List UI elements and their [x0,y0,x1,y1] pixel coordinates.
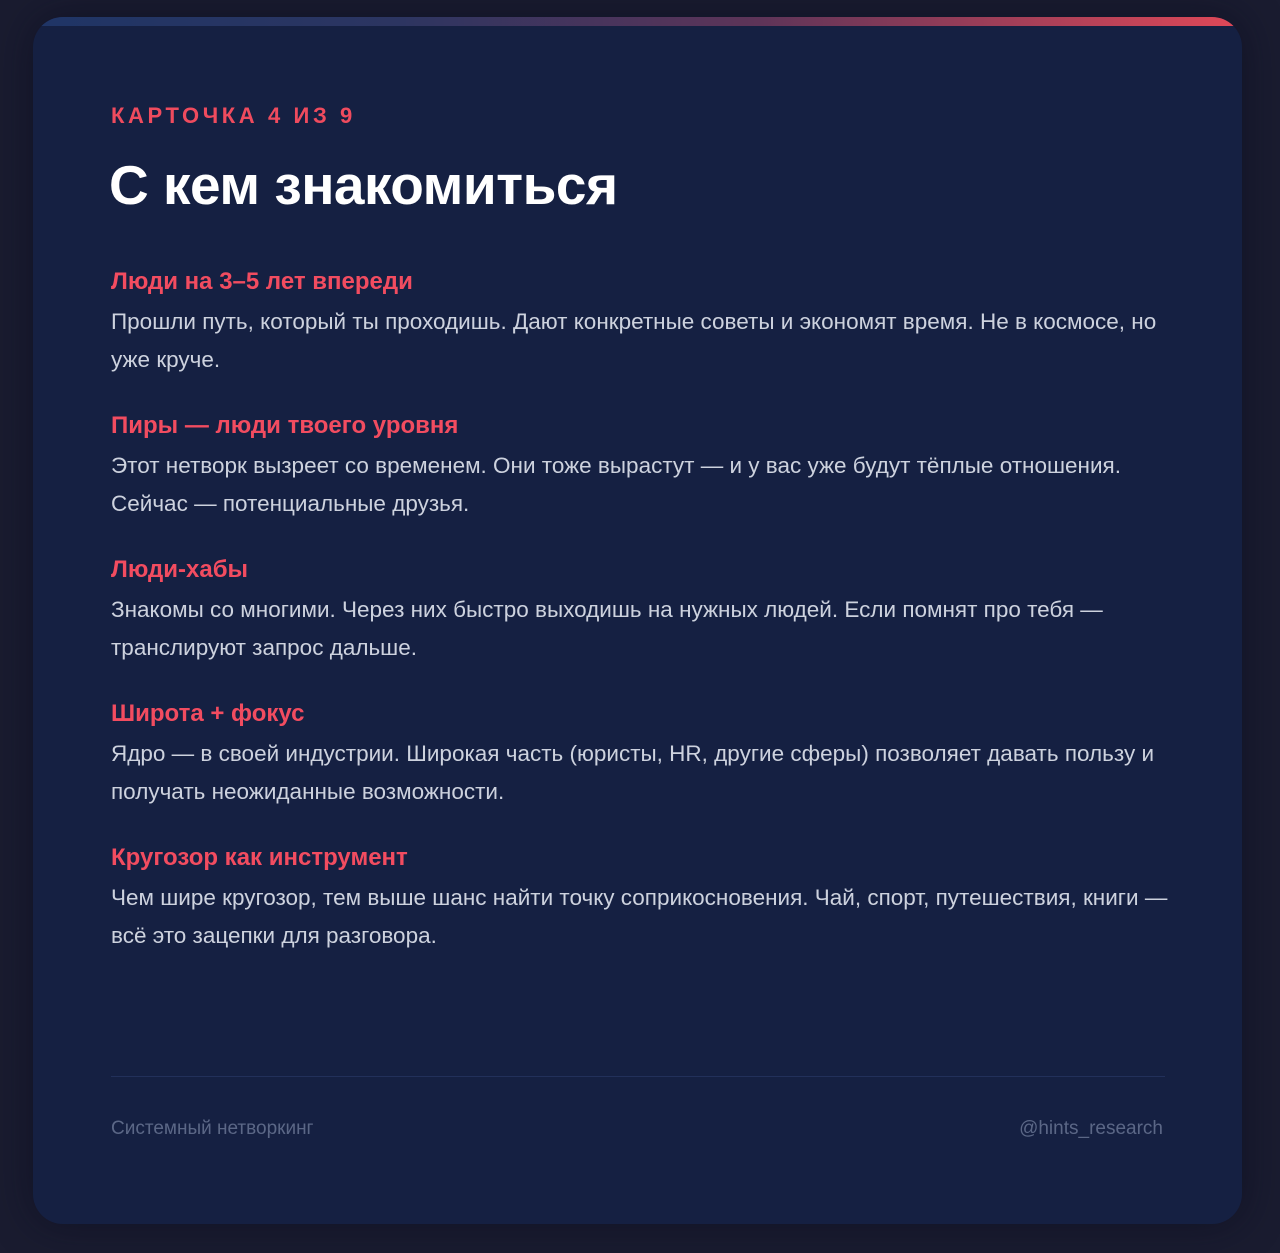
section-text: Чем шире кругозор, тем выше шанс найти точку соприкосновения. Чай, спорт, путешествия, книги — всё это зацепки для разговора. [111,885,1168,948]
footer-divider [111,1076,1165,1077]
card-counter: КАРТОЧКА 4 ИЗ 9 [111,103,356,128]
section-heading: Пиры — люди твоего уровня [111,412,459,439]
section-text: Прошли путь, который ты проходишь. Дают конкретные советы и экономят время. Не в космосе, но уже круче. [111,309,1157,372]
card [33,17,1242,1224]
section-outlook-tool [111,840,1171,984]
sections-list [111,264,1171,984]
section-text: Этот нетворк вызреет со временем. Они тоже вырастут — и у вас уже будут тёплые отношения. Сейчас — потенциальные друзья. [111,453,1121,516]
card-title: С кем знакомиться [109,154,618,216]
section-heading: Кругозор как инструмент [111,844,408,871]
section-text: Знакомы со многими. Через них быстро выходишь на нужных людей. Если помнят про тебя — транслируют запрос дальше. [111,597,1103,660]
section-heading: Широта + фокус [111,700,305,727]
section-people-ahead [111,264,1171,408]
section-peers [111,408,1171,552]
section-text: Ядро — в своей индустрии. Широкая часть (юристы, HR, другие сферы) позволяет давать пользу и получать неожиданные возможности. [111,741,1155,804]
section-breadth-focus [111,696,1171,840]
accent-gradient-bar [33,17,1242,26]
section-heading: Люди на 3–5 лет впереди [111,268,413,295]
footer-handle: @hints_research [1019,1118,1163,1139]
section-hubs [111,552,1171,696]
section-heading: Люди-хабы [111,556,249,583]
footer-series-name: Системный нетворкинг [111,1118,314,1139]
